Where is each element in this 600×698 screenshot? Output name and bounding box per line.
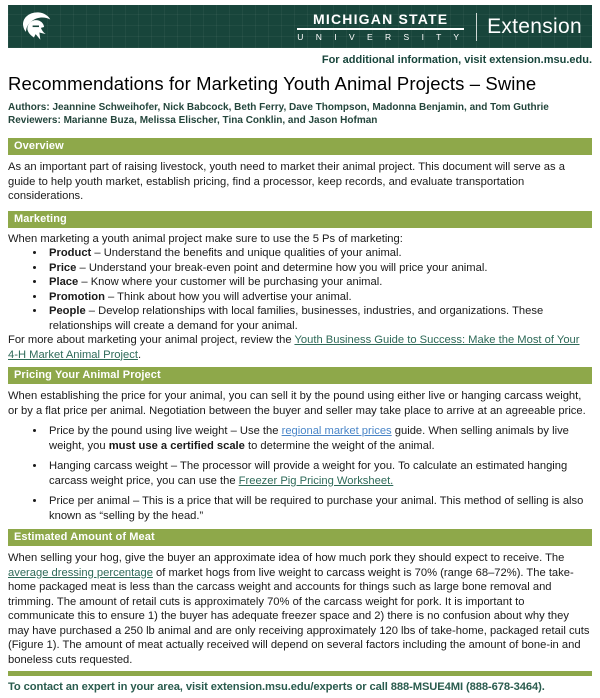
msu-spartan-helmet-icon [18, 10, 54, 44]
freezer-pig-pricing-worksheet-link[interactable]: Freezer Pig Pricing Worksheet. [238, 474, 394, 487]
pricing-b1-mid: guide. When selling animals by live weight, you [49, 425, 569, 452]
footer-rule [8, 671, 592, 676]
list-item [46, 290, 592, 305]
msu-wordmark-line2: U N I V E R S I T Y [297, 31, 465, 42]
bullet-text: – Develop relationships with local families, businesses, industries, and organizations. These relationships will create a demand for your animal. [49, 305, 544, 332]
pricing-b1-post: to determine the weight of the animal. [244, 439, 435, 452]
meat-pre: When selling your hog, give the buyer an approximate idea of how much pork they should expect to receive. The [8, 552, 565, 564]
bullet-term: Promotion [49, 290, 105, 303]
list-item [46, 424, 592, 453]
marketing-bullet-list [46, 246, 592, 333]
reviewers-line: Reviewers: Marianne Buza, Melissa Elischer, Tina Conklin, and Jason Hofman [8, 114, 378, 126]
msu-wordmark-line1: MICHIGAN STATE [297, 12, 464, 30]
list-item [46, 246, 592, 261]
section-header-overview: Overview [8, 138, 592, 155]
meat-post: of market hogs from live weight to carcass weight is 70% (range 68–72%). The take-home packaged meat is less than the carcass weight and accounts for things such as large bone removal and trimming. The amount of retail cuts is approximately 70% of the carcass weight for pork. It is important to communicate this to ensure 1) the buyer has adequate freezer space and 2) there is no confusion about why they may have purchased a 250 lb animal and are only receiving approximately 120 lbs of take-home, packaged retail cuts (Figure 1). The amount of meat actually received will depend on several factors including the amount of bone-in and boneless cuts requested. [8, 566, 590, 666]
section-header-marketing: Marketing [8, 211, 592, 228]
section-header-estimated-meat: Estimated Amount of Meat [8, 529, 592, 546]
marketing-outro-pre: For more about marketing your animal project, review the [8, 334, 295, 346]
msu-header-banner [8, 5, 592, 48]
bullet-term: Price [49, 261, 77, 274]
list-item [46, 494, 592, 523]
pricing-b2-pre: Hanging carcass weight – The processor will provide a weight for you. To calculate an estimated hanging carcass weight price, you can use the [49, 460, 568, 487]
estimated-meat-paragraph [8, 551, 592, 667]
pricing-bullet-list [46, 424, 592, 523]
bullet-term: Place [49, 276, 79, 288]
list-item [46, 261, 592, 276]
overview-paragraph: As an important part of raising livestock, youth need to market their animal project. This document will serve as a guide to help youth market, establish pricing, find a processor, keep records, and evaluate transportation considerations. [8, 161, 565, 202]
credits-block [8, 102, 592, 127]
bullet-text: – Know where your customer will be purchasing your animal. [78, 276, 383, 288]
marketing-outro [8, 333, 592, 362]
additional-info-line: For additional information, visit extension.msu.edu. [321, 54, 592, 66]
pricing-b1-bold: must use a certified scale [108, 439, 245, 452]
marketing-intro: When marketing a youth animal project make sure to use the 5 Ps of marketing: [8, 232, 403, 245]
list-item [46, 275, 592, 290]
youth-business-guide-link[interactable]: Youth Business Guide to Success: Make the Most of Your 4-H Market Animal Project [8, 334, 580, 361]
marketing-outro-post: . [137, 348, 142, 361]
section-header-pricing: Pricing Your Animal Project [8, 367, 592, 384]
authors-line: Authors: Jeannine Schweihofer, Nick Babcock, Beth Ferry, Dave Thompson, Madonna Benjamin, and Tom Guthrie [8, 102, 549, 113]
footer-contact-line: To contact an expert in your area, visit extension.msu.edu/experts or call 888-MSUE4MI (888-678-3464). [8, 681, 545, 693]
msu-wordmark-group [297, 12, 582, 41]
pricing-intro: When establishing the price for your animal, you can sell it by the pound using either live or hanging carcass weight, or by a flat price per animal. Negotiation between the buyer and seller may take place to arrive at an agreeable price. [8, 390, 586, 417]
list-item [46, 304, 592, 333]
extension-logo-text: Extension [487, 14, 582, 38]
bullet-text: – Think about how you will advertise your animal. [104, 290, 352, 303]
pricing-b3-text: Price per animal – This is a price that will be required to purchase your animal. This method of selling is also known as “selling by the head.” [49, 495, 584, 522]
list-item [46, 459, 592, 488]
regional-market-prices-link[interactable]: regional market prices [281, 425, 392, 437]
bullet-text: – Understand your break-even point and determine how you will price your animal. [76, 261, 488, 274]
average-dressing-percentage-link[interactable]: average dressing percentage [8, 566, 153, 579]
pricing-b1-pre: Price by the pound using live weight – Use the [49, 425, 282, 437]
bullet-term: Product [49, 247, 92, 259]
page-title: Recommendations for Marketing Youth Animal Projects – Swine [8, 73, 537, 94]
bullet-term: People [49, 305, 86, 317]
wordmark-divider [476, 13, 477, 41]
bullet-text: – Understand the benefits and unique qualities of your animal. [91, 247, 402, 259]
msu-wordmark [297, 12, 474, 41]
